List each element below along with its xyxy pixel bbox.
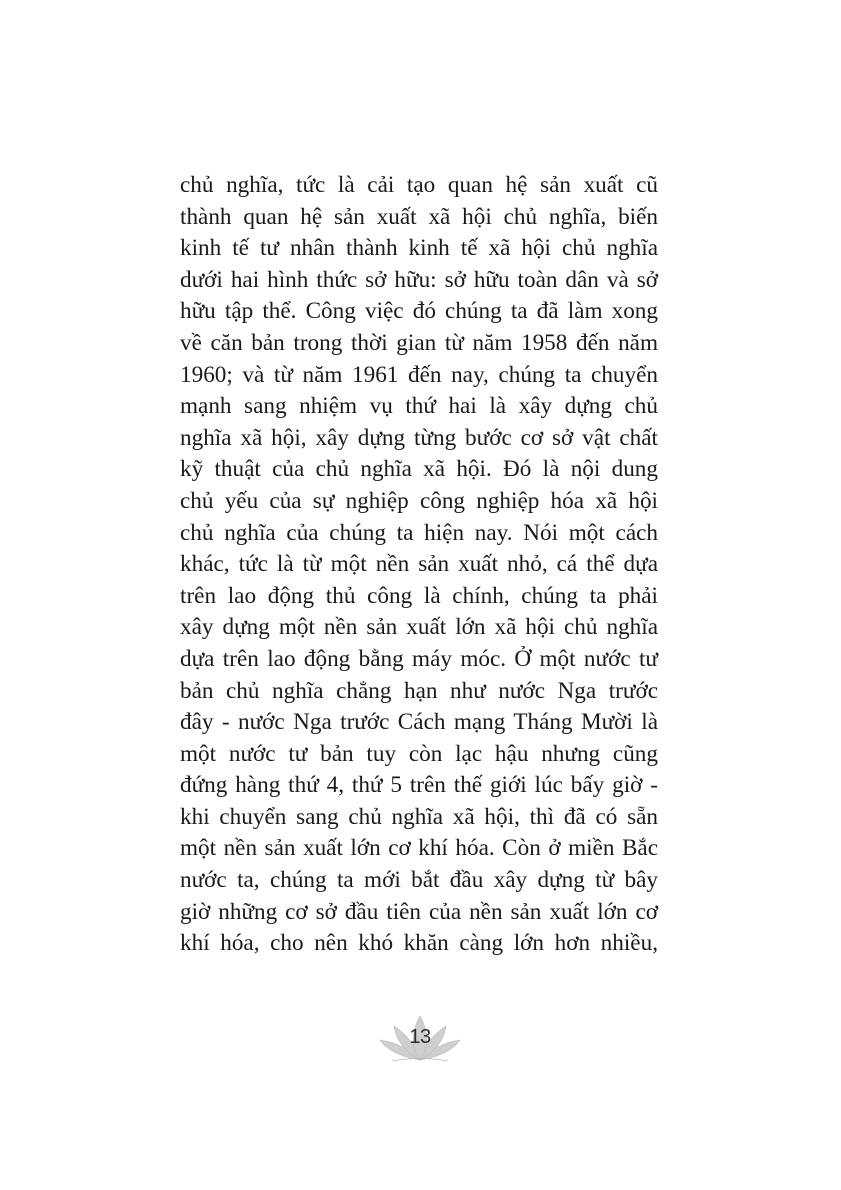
- text-line: một nền sản xuất lớn cơ khí hóa. Còn ở miền Bắc: [180, 835, 658, 862]
- text-line: thành quan hệ sản xuất xã hội chủ nghĩa, biến: [180, 203, 658, 230]
- text-line: một nước tư bản tuy còn lạc hậu nhưng cũng: [180, 740, 658, 767]
- text-line: giờ những cơ sở đầu tiên của nền sản xuất lớn cơ: [180, 898, 658, 925]
- text-line: chủ nghĩa của chúng ta hiện nay. Nói một cách: [180, 519, 658, 546]
- body-text: [180, 170, 658, 960]
- page-number: 13: [409, 1026, 431, 1048]
- text-line: kinh tế tư nhân thành kinh tế xã hội chủ nghĩa: [180, 235, 658, 262]
- page-footer: [370, 1012, 470, 1064]
- text-line: nước ta, chúng ta mới bắt đầu xây dựng từ bây: [180, 867, 658, 894]
- text-line: khi chuyển sang chủ nghĩa xã hội, thì đã có sẵn: [180, 803, 658, 830]
- text-line: đứng hàng thứ 4, thứ 5 trên thế giới lúc bấy giờ -: [180, 772, 658, 799]
- text-line: dựa trên lao động bằng máy móc. Ở một nước tư: [180, 645, 658, 672]
- text-line: hữu tập thể. Công việc đó chúng ta đã làm xong: [180, 298, 658, 325]
- text-line: chủ yếu của sự nghiệp công nghiệp hóa xã hội: [180, 487, 658, 514]
- text-line: trên lao động thủ công là chính, chúng ta phải: [180, 582, 658, 609]
- text-line: 1960; và từ năm 1961 đến nay, chúng ta chuyển: [180, 361, 658, 388]
- text-line: xây dựng một nền sản xuất lớn xã hội chủ nghĩa: [180, 614, 658, 641]
- text-line: bản chủ nghĩa chẳng hạn như nước Nga trước: [180, 677, 658, 704]
- text-line: về căn bản trong thời gian từ năm 1958 đến năm: [180, 329, 658, 356]
- text-line: khí hóa, cho nên khó khăn càng lớn hơn nhiều,: [180, 930, 658, 957]
- text-line: mạnh sang nhiệm vụ thứ hai là xây dựng chủ: [180, 393, 658, 420]
- text-line: khác, tức là từ một nền sản xuất nhỏ, cá thể dựa: [180, 551, 658, 578]
- text-line: kỹ thuật của chủ nghĩa xã hội. Đó là nội dung: [180, 456, 658, 483]
- text-line: chủ nghĩa, tức là cải tạo quan hệ sản xuất cũ: [180, 172, 658, 198]
- text-line: nghĩa xã hội, xây dựng từng bước cơ sở vật chất: [180, 424, 658, 451]
- text-line: đây - nước Nga trước Cách mạng Tháng Mười là: [180, 709, 658, 736]
- text-line: dưới hai hình thức sở hữu: sở hữu toàn dân và sở: [180, 266, 658, 293]
